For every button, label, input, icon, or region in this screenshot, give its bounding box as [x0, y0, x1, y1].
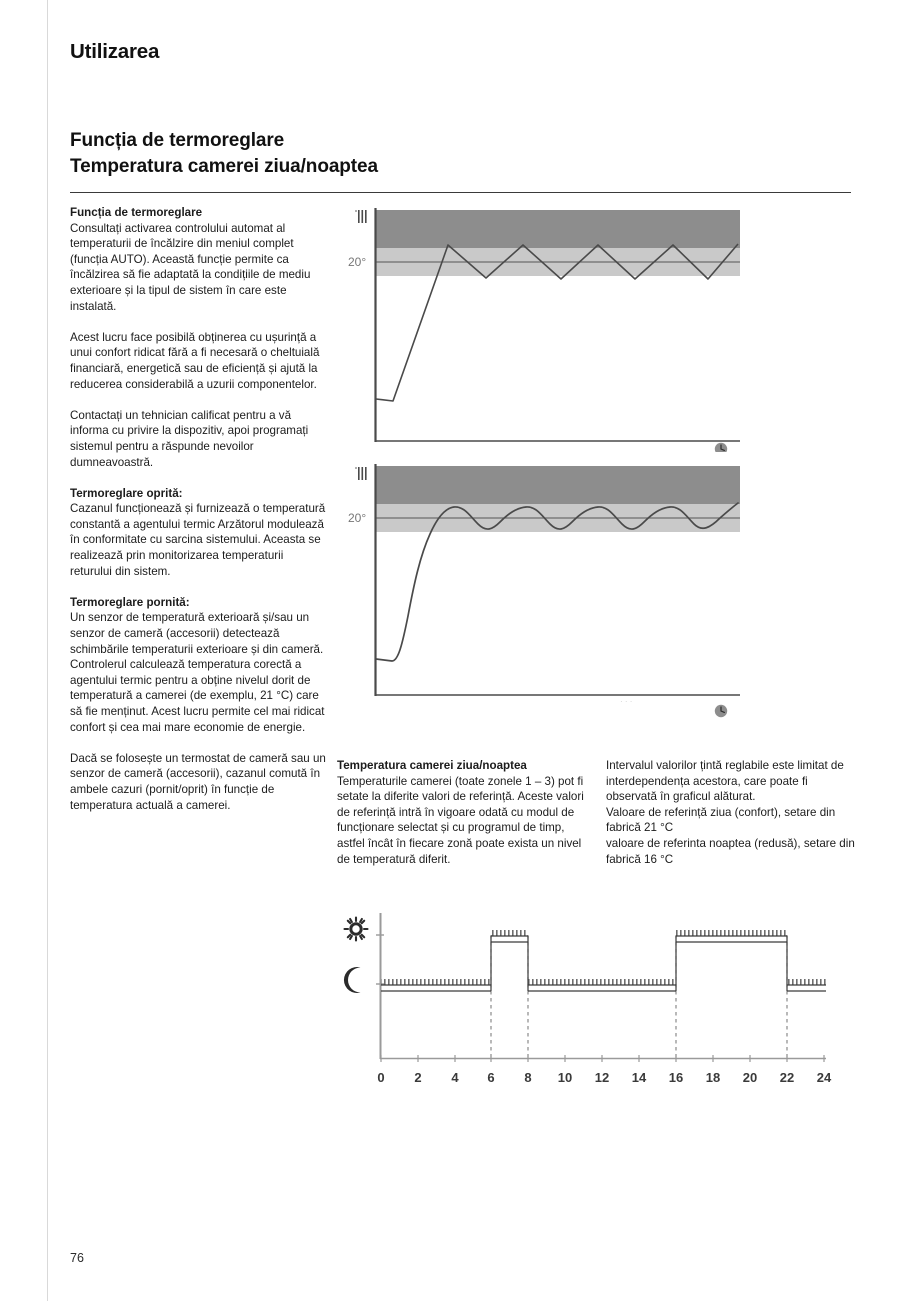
paragraph-body: Dacă se folosește un termostat de cameră sau un senzor de cameră (accesorii), cazanul comută în ambele cazuri (pornit/oprit) în funcție de temperatura actuală a camerei.	[70, 751, 326, 812]
middle-text-column	[337, 758, 587, 867]
paragraph	[70, 595, 326, 735]
paragraph-body: Contactați un tehnician calificat pentru a vă informa cu privire la dispozitiv, apoi programați sistemul pentru a răspunde nevoilor dumneavoastră.	[70, 408, 309, 469]
moon-icon	[344, 967, 361, 993]
upper-dark-band	[375, 466, 740, 504]
paragraph-heading: Funcția de termoreglare	[70, 206, 203, 219]
switch-point-guides	[491, 935, 787, 1058]
page-number: 76	[70, 1251, 84, 1265]
x-tick-label: 24	[816, 1070, 832, 1085]
x-tick-label: 4	[451, 1070, 459, 1085]
paragraph-heading: Termoreglare oprită:	[70, 486, 183, 500]
paragraph-body: Valoare de referință ziua (confort), setare din fabrică 21 °C	[606, 805, 836, 835]
paragraph	[70, 751, 326, 813]
upper-dark-band	[375, 210, 740, 248]
chart-hysteresis-on-off	[340, 200, 740, 452]
y-tick-label-20: 20°	[348, 255, 367, 269]
paragraph	[70, 205, 326, 314]
temperature-scale-icon	[355, 210, 367, 223]
x-tick-label: 8	[524, 1070, 532, 1085]
margin-rule	[47, 0, 48, 1301]
x-tick-label: 18	[705, 1070, 721, 1085]
clock-icon	[715, 705, 727, 717]
paragraph-body: Acest lucru face posibilă obținerea cu ușurință a unui confort ridicat fără a fi necesară o cheltuială financiară, energetică sau de eficiență și ajută la reducerea considerabilă a uzurii componentelor.	[70, 330, 320, 391]
x-tick-label: 0	[377, 1070, 385, 1085]
schedule-step-trace	[381, 930, 826, 991]
paragraph-heading: Temperatura camerei ziua/noaptea	[337, 759, 527, 772]
left-text-column	[70, 205, 326, 813]
x-tick-label: 2	[414, 1070, 422, 1085]
paragraph	[70, 486, 326, 580]
paragraph-body: Un senzor de temperatură exterioară și/sau un senzor de cameră (accesorii) detectează schimbările temperaturii exterioare și din cameră. Controlerul calculează temperatura corectă a agentului termic pentru a obține nivelul dorit de temperatură a camerei (de exemplu, 21 °C) care să fie menținut. Acest lucru permite cel mai ridicat confort și cea mai mare economie de energie.	[70, 611, 325, 734]
chapter-title: Utilizarea	[70, 40, 160, 63]
x-tick-label: 16	[668, 1070, 684, 1085]
x-tick-label: 22	[779, 1070, 795, 1085]
clock-icon	[715, 443, 727, 452]
paragraph	[337, 758, 587, 867]
x-tick-label: 6	[487, 1070, 495, 1085]
paragraph	[606, 805, 856, 836]
paragraph-body: Consultați activarea controlului automat al temperaturii de încălzire din meniul complet (funcția AUTO). Această funcție permite ca încălzirea să fie adaptată la condițiile de mediu exterioare și la tipul de sistem în care este instalată.	[70, 221, 311, 313]
axis-annotation: · · ·	[620, 697, 633, 706]
paragraph-body: Cazanul funcționează și furnizează o temperatură constantă a agentului termic Arzătorul modulează în conformitate cu sarcina sistemului. Aceasta se realizează prin monitorizarea temperaturii returului din sistem.	[70, 502, 326, 578]
section-heading-block	[70, 128, 770, 180]
y-tick-label-20: 20°	[348, 511, 367, 525]
paragraph-body: valoare de referinta noaptea (redusă), setare din fabrică 16 °C	[606, 836, 855, 866]
x-tick-label: 14	[631, 1070, 647, 1085]
x-axis-tick-labels	[377, 1070, 832, 1085]
paragraph	[606, 758, 856, 805]
paragraph-body: Intervalul valorilor țintă reglabile este limitat de interdependența acestora, care poate fi observată în graficul alăturat.	[606, 759, 844, 804]
chart-day-night-schedule	[340, 905, 832, 1105]
section-title-line-1: Funcția de termoreglare	[70, 130, 285, 151]
sun-icon	[345, 918, 368, 941]
paragraph	[70, 408, 326, 470]
paragraph	[606, 836, 856, 867]
horizontal-rule	[70, 192, 851, 193]
paragraph-heading: Termoreglare pornită:	[70, 595, 190, 609]
paragraph	[70, 330, 326, 392]
x-tick-label: 12	[594, 1070, 610, 1085]
section-title-line-2: Temperatura camerei ziua/noaptea	[70, 156, 378, 177]
right-text-column	[606, 758, 856, 867]
x-tick-label: 10	[557, 1070, 573, 1085]
x-tick-label: 20	[742, 1070, 758, 1085]
paragraph-body: Temperaturile camerei (toate zonele 1 – 3) pot fi setate la diferite valori de referință. Aceste valori de referință intră în vigoare odată cu modul de funcționare selectat și cu programul de timp, astfel încât în fiecare zonă poate exista un nivel de temperatură diferit.	[337, 774, 584, 866]
chart-modulating-control	[340, 456, 740, 724]
temperature-scale-icon	[355, 467, 367, 480]
